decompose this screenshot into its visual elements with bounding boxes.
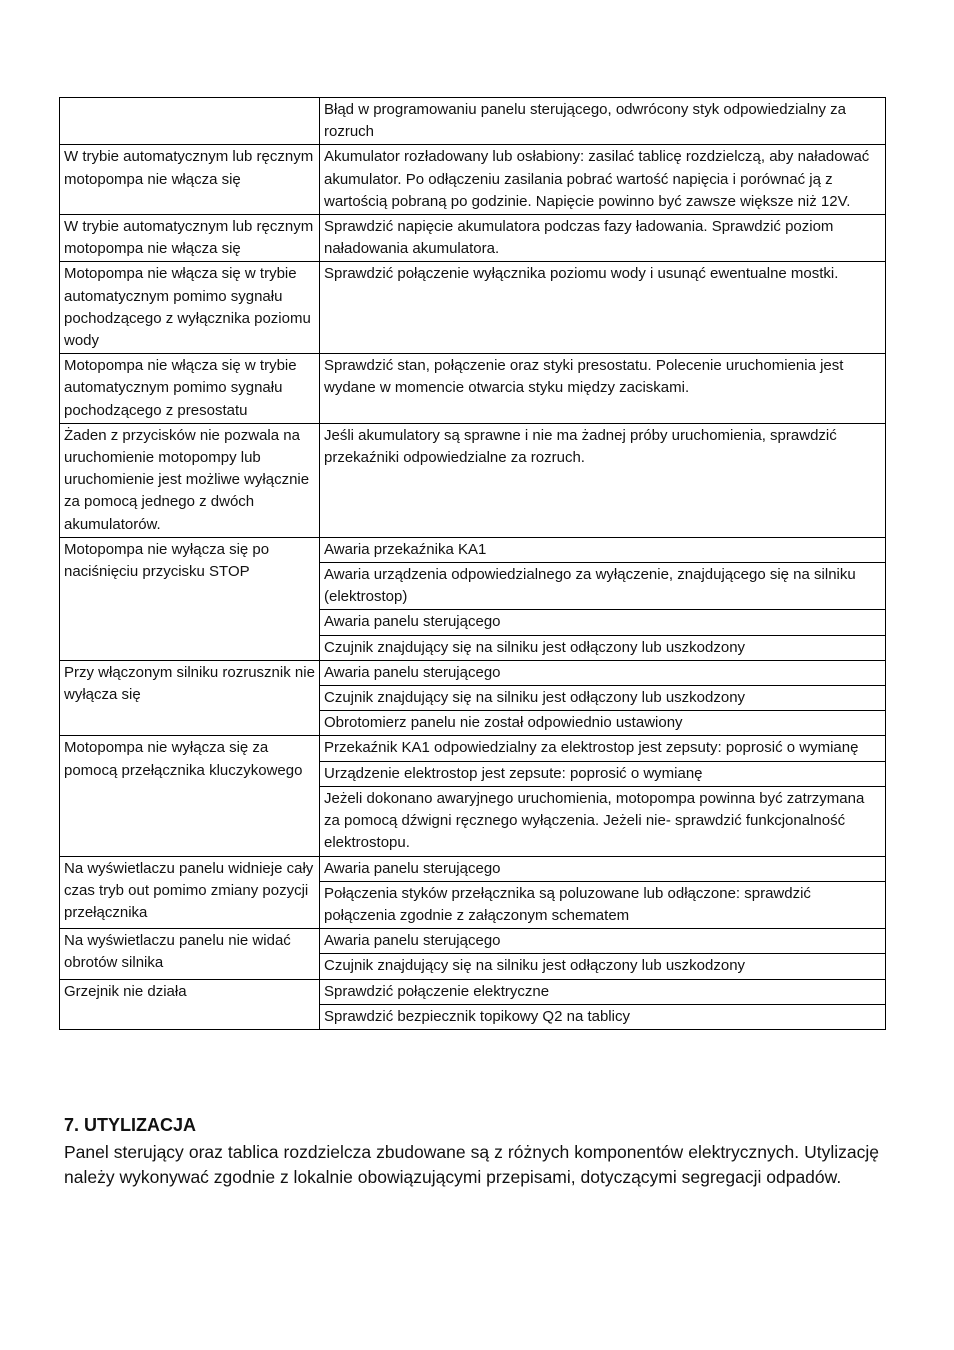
- solution-cell: [320, 354, 886, 424]
- solution-item: Akumulator rozładowany lub osłabiony: zasilać tablicę rozdzielczą, aby naładować akumulator. Po odłączeniu zasilania pobrać wartość napięcia i porównać ją z wartością pobraną po godzinie. Napięcie powinno być zawsze większe niż 12V.: [324, 148, 870, 210]
- troubleshooting-table: [59, 97, 886, 1030]
- table-row: [60, 98, 886, 145]
- problem-cell: Żaden z przycisków nie pozwala na uruchomienie motopompy lub uruchomienie jest możliwe wyłącznie za pomocą jednego z dwóch akumulatorów.: [60, 423, 320, 537]
- table-row: [60, 929, 886, 979]
- solution-item: Sprawdzić połączenie elektryczne: [324, 982, 550, 1000]
- solution-item: Urządzenie elektrostop jest zepsute: poprosić o wymianę: [320, 761, 885, 786]
- solution-cell: [320, 215, 886, 262]
- solution-cell: [320, 660, 886, 736]
- solution-item: Obrotomierz panelu nie został odpowiednio ustawiony: [320, 710, 885, 735]
- table-row: [60, 537, 886, 660]
- solution-cell: [320, 929, 886, 979]
- solution-item: Sprawdzić napięcie akumulatora podczas fazy ładowania. Sprawdzić poziom naładowania akumulatora.: [324, 218, 834, 258]
- problem-cell: Motopompa nie wyłącza się za pomocą przełącznika kluczykowego: [60, 736, 320, 856]
- solution-item: Czujnik znajdujący się na silniku jest odłączony lub uszkodzony: [320, 685, 885, 710]
- solution-item: Awaria urządzenia odpowiedzialnego za wyłączenie, znajdującego się na silniku (elektrostop): [320, 562, 885, 609]
- solution-item: Czujnik znajdujący się na silniku jest odłączony lub uszkodzony: [320, 953, 885, 978]
- solution-item: Awaria przekaźnika KA1: [324, 540, 487, 558]
- problem-cell: W trybie automatycznym lub ręcznym motopompa nie włącza się: [60, 215, 320, 262]
- solution-cell: [320, 736, 886, 856]
- problem-cell: Grzejnik nie działa: [60, 979, 320, 1029]
- table-row: [60, 660, 886, 736]
- solution-cell: [320, 98, 886, 145]
- solution-cell: [320, 856, 886, 929]
- problem-cell: Przy włączonym silniku rozrusznik nie wyłącza się: [60, 660, 320, 736]
- solution-item: Awaria panelu sterującego: [324, 932, 501, 950]
- table-row: [60, 145, 886, 215]
- solution-item: Jeżeli dokonano awaryjnego uruchomienia, motopompa powinna być zatrzymana za pomocą dźwigni ręcznego wyłączenia. Jeżeli nie- sprawdzić funkcjonalność elektrostopu.: [320, 786, 885, 856]
- problem-cell: Motopompa nie włącza się w trybie automatycznym pomimo sygnału pochodzącego z wyłącznika poziomu wody: [60, 262, 320, 354]
- solution-item: Sprawdzić połączenie wyłącznika poziomu wody i usunąć ewentualne mostki.: [324, 265, 839, 283]
- table-row: [60, 736, 886, 856]
- solution-item: Jeśli akumulatory są sprawne i nie ma żadnej próby uruchomienia, sprawdzić przekaźniki odpowiedzialne za rozruch.: [324, 426, 837, 467]
- solution-item: Awaria panelu sterującego: [320, 609, 885, 634]
- section-title: 7. UTYLIZACJA: [64, 1115, 197, 1135]
- problem-cell: W trybie automatycznym lub ręcznym motopompa nie włącza się: [60, 145, 320, 215]
- solution-cell: [320, 979, 886, 1029]
- section-body: Panel sterujący oraz tablica rozdzielcza zbudowane są z różnych komponentów elektrycznych. Utylizację należy wykonywać zgodnie z lokalnie obowiązującymi przepisami, dotyczącymi segregacji odpadów.: [64, 1142, 879, 1187]
- table-row: [60, 979, 886, 1029]
- problem-cell: Motopompa nie wyłącza się po naciśnięciu przycisku STOP: [60, 537, 320, 660]
- solution-item: Połączenia styków przełącznika są poluzowane lub odłączone: sprawdzić połączenia zgodnie z załączonym schematem: [320, 881, 885, 928]
- solution-cell: [320, 423, 886, 537]
- solution-item: Awaria panelu sterującego: [324, 859, 501, 877]
- solution-cell: [320, 262, 886, 354]
- table-row: [60, 354, 886, 424]
- problem-cell: Motopompa nie włącza się w trybie automatycznym pomimo sygnału pochodzącego z presostatu: [60, 354, 320, 424]
- solution-item: Awaria panelu sterującego: [324, 663, 501, 681]
- solution-item: Czujnik znajdujący się na silniku jest odłączony lub uszkodzony: [320, 635, 885, 660]
- table-row: [60, 856, 886, 929]
- table-row: [60, 215, 886, 262]
- table-row: [60, 262, 886, 354]
- solution-cell: [320, 537, 886, 660]
- problem-cell: Na wyświetlaczu panelu nie widać obrotów silnika: [60, 929, 320, 979]
- problem-cell: Na wyświetlaczu panelu widnieje cały czas tryb out pomimo zmiany pozycji przełącznika: [60, 856, 320, 929]
- solution-item: Przekaźnik KA1 odpowiedzialny za elektrostop jest zepsuty: poprosić o wymianę: [324, 739, 859, 757]
- solution-item: Błąd w programowaniu panelu sterującego, odwrócony styk odpowiedzialny za rozruch: [324, 101, 846, 141]
- problem-cell: [60, 98, 320, 145]
- table-body: [60, 98, 886, 1030]
- solution-cell: [320, 145, 886, 215]
- solution-item: Sprawdzić stan, połączenie oraz styki presostatu. Polecenie uruchomienia jest wydane w momencie otwarcia styku między zaciskami.: [324, 357, 844, 397]
- table-row: [60, 423, 886, 537]
- solution-item: Sprawdzić bezpiecznik topikowy Q2 na tablicy: [320, 1004, 885, 1029]
